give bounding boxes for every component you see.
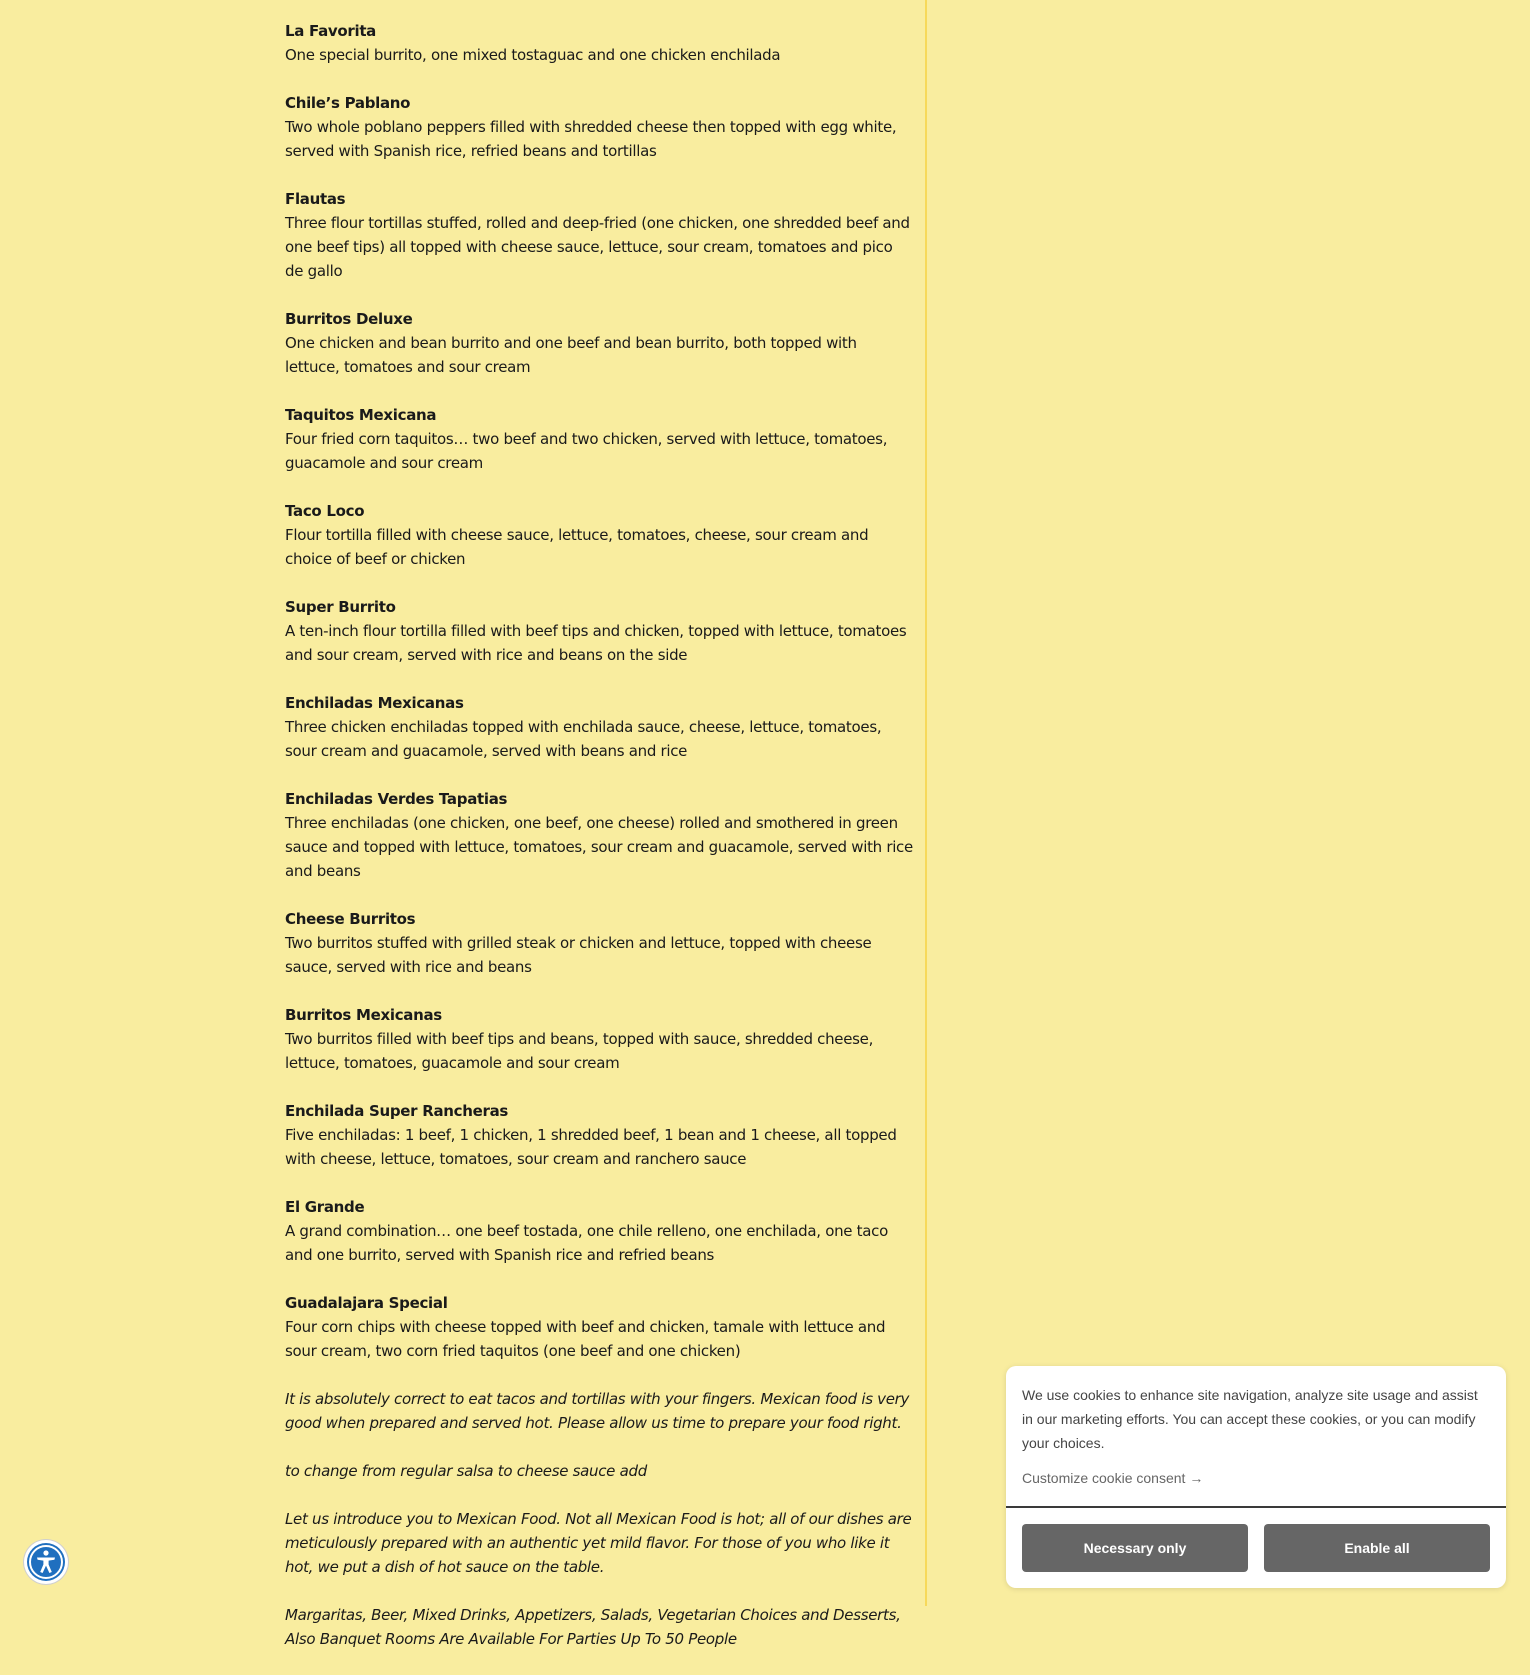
menu-item-description: Three flour tortillas stuffed, rolled and deep-fried (one chicken, one shredded beef and one beef tips) all topped with cheese sauce, lettuce, sour cream, tomatoes and pico de gallo: [285, 214, 910, 280]
menu-item: [285, 307, 913, 379]
menu-item: [285, 403, 913, 475]
menu-item-name: Taquitos Mexicana: [285, 406, 437, 424]
cookie-consent-banner: [1006, 1366, 1506, 1588]
menu-note: Let us introduce you to Mexican Food. Not all Mexican Food is hot; all of our dishes are meticulously prepared with an authentic yet mild flavor. For those of you who like it hot, we put a dish of hot sauce on the table.: [285, 1510, 912, 1576]
menu-item-name: Chile’s Pablano: [285, 94, 411, 112]
menu-item-description: Four fried corn taquitos… two beef and two chicken, served with lettuce, tomatoes, guacamole and sour cream: [285, 430, 888, 472]
column-divider: [925, 0, 927, 1606]
menu-item-name: Enchiladas Verdes Tapatias: [285, 790, 508, 808]
menu-item: [285, 787, 913, 883]
arrow-right-icon: →: [1189, 1470, 1204, 1486]
customize-cookie-consent-link[interactable]: [1022, 1470, 1203, 1486]
menu-item-description: Three enchiladas (one chicken, one beef, one cheese) rolled and smothered in green sauce and topped with lettuce, tomatoes, sour cream and guacamole, served with rice and beans: [285, 814, 913, 880]
menu-item-name: Burritos Mexicanas: [285, 1006, 442, 1024]
menu-item-description: Three chicken enchiladas topped with enchilada sauce, cheese, lettuce, tomatoes, sour cream and guacamole, served with beans and rice: [285, 718, 882, 760]
menu-note: to change from regular salsa to cheese sauce add: [285, 1462, 647, 1480]
menu-item-description: Two burritos stuffed with grilled steak or chicken and lettuce, topped with cheese sauce, served with rice and beans: [285, 934, 872, 976]
menu-item-description: Four corn chips with cheese topped with beef and chicken, tamale with lettuce and sour cream, two corn fried taquitos (one beef and one chicken): [285, 1318, 886, 1360]
menu-note: Margaritas, Beer, Mixed Drinks, Appetizers, Salads, Vegetarian Choices and Desserts, Also Banquet Rooms Are Available For Parties Up To 50 People: [285, 1606, 901, 1648]
menu-item-name: Burritos Deluxe: [285, 310, 413, 328]
menu-item-description: Flour tortilla filled with cheese sauce, lettuce, tomatoes, cheese, sour cream and choice of beef or chicken: [285, 526, 869, 568]
menu-item-name: Taco Loco: [285, 502, 365, 520]
enable-all-button[interactable]: Enable all: [1264, 1524, 1490, 1572]
accessibility-icon: [26, 1542, 66, 1582]
menu-item-description: One special burrito, one mixed tostaguac and one chicken enchilada: [285, 46, 781, 64]
menu-item: [285, 19, 913, 67]
cookie-divider: [1006, 1506, 1506, 1508]
menu-item: [285, 1291, 913, 1363]
menu-content: [285, 19, 913, 1675]
customize-link-label: Customize cookie consent: [1022, 1470, 1186, 1486]
menu-item: [285, 691, 913, 763]
menu-item: [285, 499, 913, 571]
cookie-message: We use cookies to enhance site navigation, analyze site usage and assist in our marketing efforts. You can accept these cookies, or you can modify your choices.: [1022, 1387, 1478, 1451]
menu-item-name: Guadalajara Special: [285, 1294, 448, 1312]
menu-item-description: Two whole poblano peppers filled with shredded cheese then topped with egg white, served with Spanish rice, refried beans and tortillas: [285, 118, 897, 160]
menu-item-name: Super Burrito: [285, 598, 396, 616]
menu-item: [285, 91, 913, 163]
menu-item: [285, 1099, 913, 1171]
menu-item-description: Five enchiladas: 1 beef, 1 chicken, 1 shredded beef, 1 bean and 1 cheese, all topped with cheese, lettuce, tomatoes, sour cream and ranchero sauce: [285, 1126, 897, 1168]
menu-item: [285, 595, 913, 667]
menu-item: [285, 187, 913, 283]
menu-item-name: Flautas: [285, 190, 346, 208]
menu-item-name: Cheese Burritos: [285, 910, 416, 928]
accessibility-button[interactable]: [24, 1540, 68, 1584]
menu-item-description: Two burritos filled with beef tips and beans, topped with sauce, shredded cheese, lettuce, tomatoes, guacamole and sour cream: [285, 1030, 874, 1072]
menu-item-name: Enchilada Super Rancheras: [285, 1102, 509, 1120]
menu-item-name: El Grande: [285, 1198, 365, 1216]
menu-item-name: La Favorita: [285, 22, 377, 40]
menu-item: [285, 907, 913, 979]
menu-item-description: One chicken and bean burrito and one beef and bean burrito, both topped with lettuce, tomatoes and sour cream: [285, 334, 857, 376]
menu-note: It is absolutely correct to eat tacos and tortillas with your fingers. Mexican food is very good when prepared and served hot. Please allow us time to prepare your food right.: [285, 1390, 910, 1432]
menu-item-name: Enchiladas Mexicanas: [285, 694, 464, 712]
necessary-only-button[interactable]: Necessary only: [1022, 1524, 1248, 1572]
menu-item: [285, 1195, 913, 1267]
menu-item-description: A ten-inch flour tortilla filled with beef tips and chicken, topped with lettuce, tomatoes and sour cream, served with rice and beans on the side: [285, 622, 907, 664]
menu-item-description: A grand combination… one beef tostada, one chile relleno, one enchilada, one taco and one burrito, served with Spanish rice and refried beans: [285, 1222, 888, 1264]
menu-item: [285, 1003, 913, 1075]
